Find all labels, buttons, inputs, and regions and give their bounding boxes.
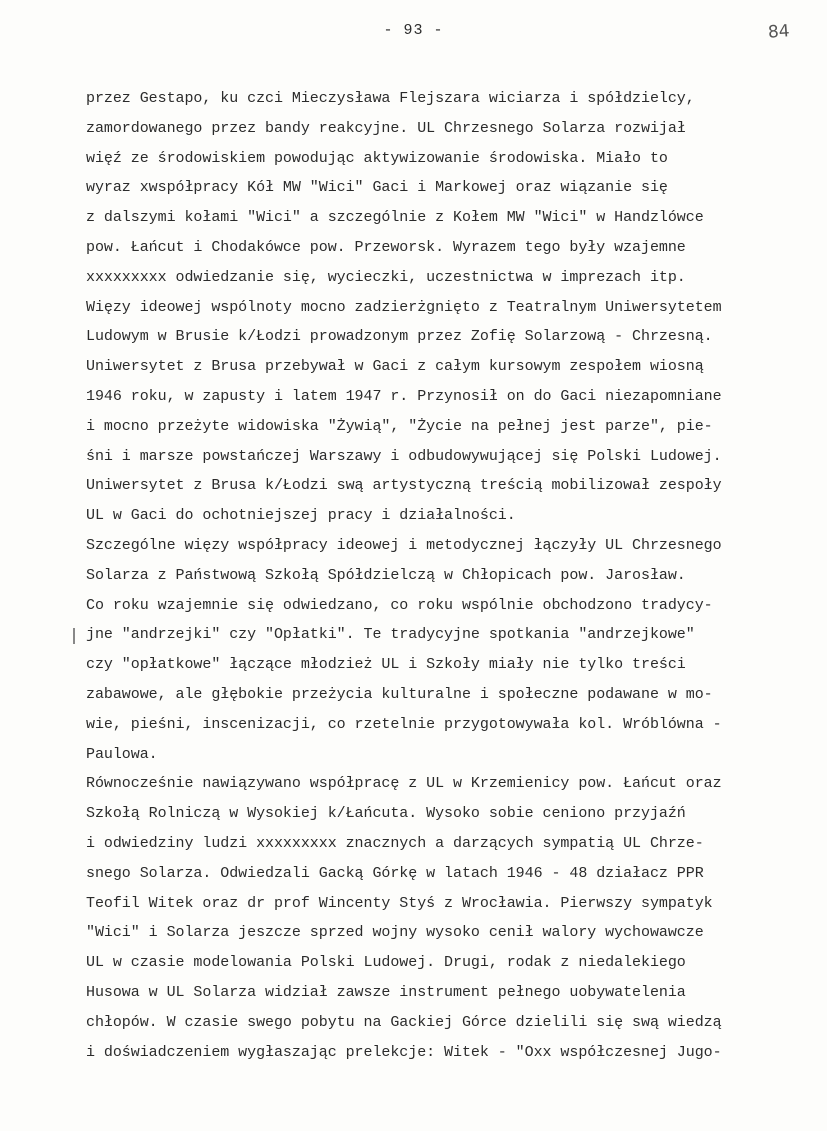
typed-text-body [86, 84, 812, 1067]
text-line: snego Solarza. Odwiedzali Gacką Górkę w latach 1946 - 48 działacz PPR [86, 864, 704, 882]
text-line: przez Gestapo, ku czci Mieczysława Flejszara wiciarza i spółdzielcy, [86, 90, 695, 107]
text-line: zamordowanego przez bandy reakcyjne. UL Chrzesnego Solarza rozwijał [86, 119, 686, 137]
text-line: czy "opłatkowe" łączące młodzież UL i Szkoły miały nie tylko treści [86, 656, 686, 674]
text-line: "Wici" i Solarza jeszcze sprzed wojny wysoko cenił walory wychowawcze [86, 924, 704, 942]
text-line: UL w czasie modelowania Polski Ludowej. Drugi, rodak z niedalekiego [86, 954, 686, 972]
text-line: Husowa w UL Solarza widział zawsze instrument pełnego uobywatelenia [86, 983, 686, 1001]
text-line: więź ze środowiskiem powodując aktywizowanie środowiska. Miało to [86, 149, 668, 167]
text-line: wyraz xwspółpracy Kół MW "Wici" Gaci i Markowej oraz wiązanie się [86, 179, 668, 197]
text-line: wie, pieśni, inscenizacji, co rzetelnie przygotowywała kol. Wróblówna - [86, 715, 722, 733]
text-line: Uniwersytet z Brusa k/Łodzi swą artystyczną treścią mobilizował zespoły [86, 477, 722, 495]
text-line: pow. Łańcut i Chodakówce pow. Przeworsk. Wyrazem tego były wzajemne [86, 238, 686, 256]
text-line: Uniwersytet z Brusa przebywał w Gaci z całym kursowym zespołem wiosną [86, 358, 704, 376]
text-line: z dalszymi kołami "Wici" a szczególnie z Kołem MW "Wici" w Handzlówce [86, 209, 704, 227]
handwritten-page-number: 84 [767, 21, 791, 43]
margin-mark [73, 628, 75, 644]
text-line: zabawowe, ale głębokie przeżycia kulturalne i społeczne podawane w mo- [86, 685, 713, 703]
text-line: Więzy ideowej wspólnoty mocno zadzierżgnięto z Teatralnym Uniwersytetem [86, 298, 722, 316]
page-number: - 93 - [383, 22, 444, 39]
text-line: UL w Gaci do ochotniejszej pracy i działalności. [86, 507, 516, 525]
text-line: i odwiedziny ludzi xxxxxxxxx znacznych a darzących sympatią UL Chrze- [86, 834, 704, 852]
text-line: Równocześnie nawiązywano współpracę z UL w Krzemienicy pow. Łańcut oraz [86, 775, 722, 793]
text-line: i mocno przeżyte widowiska "Żywią", "Życie na pełnej jest parze", pie- [86, 417, 713, 435]
text-line: Szczególne więzy współpracy ideowej i metodycznej łączyły UL Chrzesnego [86, 536, 722, 554]
text-line: Co roku wzajemnie się odwiedzano, co roku wspólnie obchodzono tradycy- [86, 596, 713, 614]
text-line: śni i marsze powstańczej Warszawy i odbudowywującej się Polski Ludowej. [86, 447, 722, 465]
text-line: jne "andrzejki" czy "Opłatki". Te tradycyjne spotkania "andrzejkowe" [86, 626, 695, 644]
text-line: 1946 roku, w zapusty i latem 1947 r. Przynosił on do Gaci niezapomniane [86, 387, 722, 405]
text-line: Szkołą Rolniczą w Wysokiej k/Łańcuta. Wysoko sobie ceniono przyjaźń [86, 805, 686, 823]
text-line: xxxxxxxxx odwiedzanie się, wycieczki, uczestnictwa w imprezach itp. [86, 268, 686, 286]
text-line: Paulowa. [86, 745, 158, 763]
text-line: i doświadczeniem wygłaszając prelekcje: Witek - "Oxx współczesnej Jugo- [86, 1043, 722, 1061]
text-line: Solarza z Państwową Szkołą Spółdzielczą w Chłopicach pow. Jarosław. [86, 566, 686, 584]
text-line: Ludowym w Brusie k/Łodzi prowadzonym przez Zofię Solarzową - Chrzesną. [86, 328, 713, 346]
text-line: Teofil Witek oraz dr prof Wincenty Styś z Wrocławia. Pierwszy sympatyk [86, 894, 713, 912]
text-line: chłopów. W czasie swego pobytu na Gackiej Górce dzielili się swą wiedzą [86, 1013, 722, 1031]
